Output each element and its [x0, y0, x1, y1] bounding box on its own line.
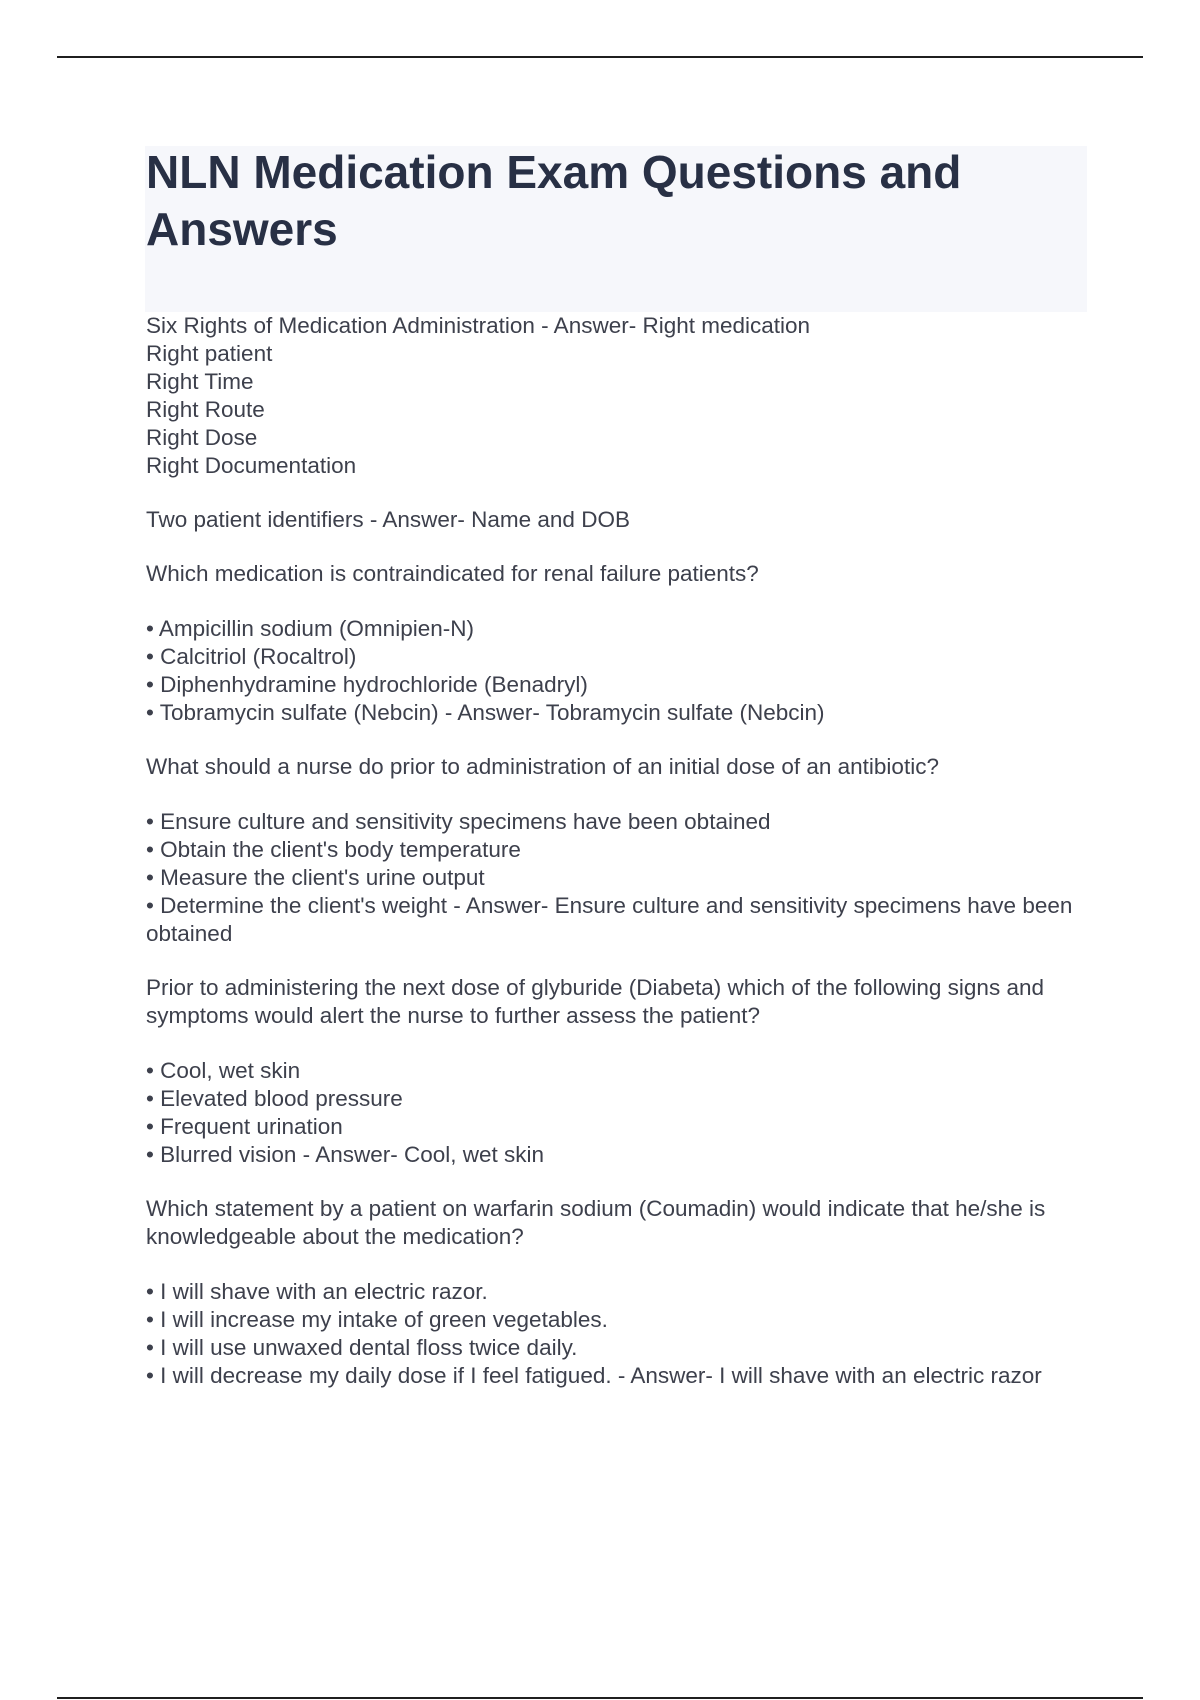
text-line: Two patient identifiers - Answer- Name and DOB [146, 507, 630, 532]
text-line: Right Route [146, 397, 265, 422]
text-line: Right Dose [146, 425, 258, 450]
option-item: • Ampicillin sodium (Omnipien-N) [146, 616, 474, 641]
option-item: • Determine the client's weight - Answer- Ensure culture and sensitivity specimens have been obtained [146, 893, 1073, 946]
option-item: • Cool, wet skin [146, 1058, 301, 1083]
section-six-rights [146, 312, 1096, 480]
section-warfarin-question [146, 1195, 1096, 1390]
text-line: Six Rights of Medication Administration - Answer- Right medication [146, 313, 811, 338]
option-item: • I will decrease my daily dose if I feel fatigued. - Answer- I will shave with an electric razor [146, 1363, 1042, 1388]
document-body [146, 312, 1096, 1416]
question-text: What should a nurse do prior to administration of an initial dose of an antibiotic? [146, 754, 939, 779]
text-line: Right Documentation [146, 453, 357, 478]
question-text: Which statement by a patient on warfarin sodium (Coumadin) would indicate that he/she is knowledgeable about the medication? [146, 1196, 1046, 1249]
option-item: • Ensure culture and sensitivity specimens have been obtained [146, 809, 771, 834]
section-renal-failure-question [146, 560, 1096, 727]
option-item: • Frequent urination [146, 1114, 343, 1139]
top-rule [57, 56, 1143, 58]
option-item: • I will shave with an electric razor. [146, 1279, 488, 1304]
text-line: Right patient [146, 341, 273, 366]
option-item: • Elevated blood pressure [146, 1086, 403, 1111]
option-item: • Calcitriol (Rocaltrol) [146, 644, 357, 669]
option-item: • Tobramycin sulfate (Nebcin) - Answer- Tobramycin sulfate (Nebcin) [146, 700, 825, 725]
option-item: • I will use unwaxed dental floss twice daily. [146, 1335, 578, 1360]
bottom-rule [57, 1697, 1143, 1699]
option-item: • Diphenhydramine hydrochloride (Benadryl) [146, 672, 588, 697]
option-item: • Obtain the client's body temperature [146, 837, 521, 862]
option-item: • Measure the client's urine output [146, 865, 485, 890]
question-text: Which medication is contraindicated for renal failure patients? [146, 561, 759, 586]
page-title: NLN Medication Exam Questions and Answers [146, 146, 962, 255]
section-patient-identifiers [146, 506, 1096, 534]
option-item: • I will increase my intake of green vegetables. [146, 1307, 608, 1332]
text-line: Right Time [146, 369, 254, 394]
question-text: Prior to administering the next dose of glyburide (Diabeta) which of the following signs and symptoms would alert the nurse to further assess the patient? [146, 975, 1044, 1028]
option-item: • Blurred vision - Answer- Cool, wet skin [146, 1142, 545, 1167]
section-glyburide-question [146, 974, 1096, 1169]
section-antibiotic-question [146, 753, 1096, 948]
